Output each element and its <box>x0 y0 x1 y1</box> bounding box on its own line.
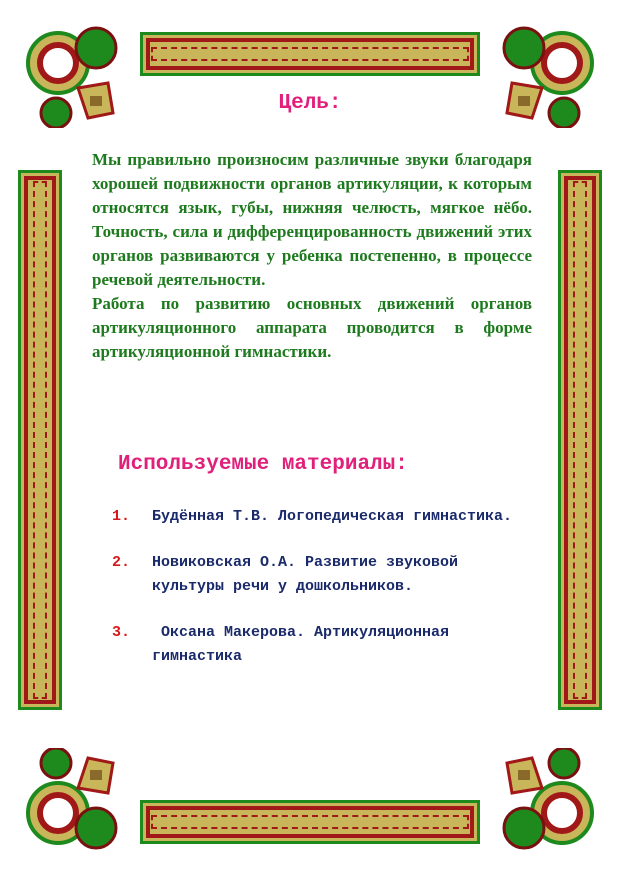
goal-paragraph: Мы правильно произносим различные звуки благодаря хорошей подвижности органов артикуляции, к которым относятся язык, губы, нижняя челюсть, мягкое нёбо. Точность, сила и дифференцированность движений этих органов развиваются у ребенка постепенно, в процессе речевой деятельности. <box>92 150 532 289</box>
frame-top <box>140 32 480 76</box>
list-text: Новиковская О.А. Развитие звуковой культуры речи у дошкольников. <box>152 554 459 595</box>
materials-title: Используемые материалы: <box>118 453 408 476</box>
frame-left <box>18 170 62 710</box>
list-item <box>112 551 522 599</box>
frame-right <box>558 170 602 710</box>
list-item <box>112 505 522 529</box>
list-number: 3. <box>112 624 131 641</box>
list-text: Оксана Макерова. Артикуляционная гимнастика <box>152 624 459 665</box>
materials-list <box>112 505 522 691</box>
list-number: 1. <box>112 508 131 525</box>
list-number: 2. <box>112 554 131 571</box>
goal-text <box>92 148 532 364</box>
list-item <box>112 621 522 669</box>
goal-title: Цель: <box>278 92 342 115</box>
goal-paragraph: Работа по развитию основных движений органов артикуляционного аппарата проводится в форме артикуляционной гимнастики. <box>92 294 532 361</box>
list-text: Будённая Т.В. Логопедическая гимнастика. <box>152 508 513 525</box>
frame-bottom <box>140 800 480 844</box>
ornament-corner-bottom-left <box>18 748 128 858</box>
ornament-corner-bottom-right <box>492 748 602 858</box>
